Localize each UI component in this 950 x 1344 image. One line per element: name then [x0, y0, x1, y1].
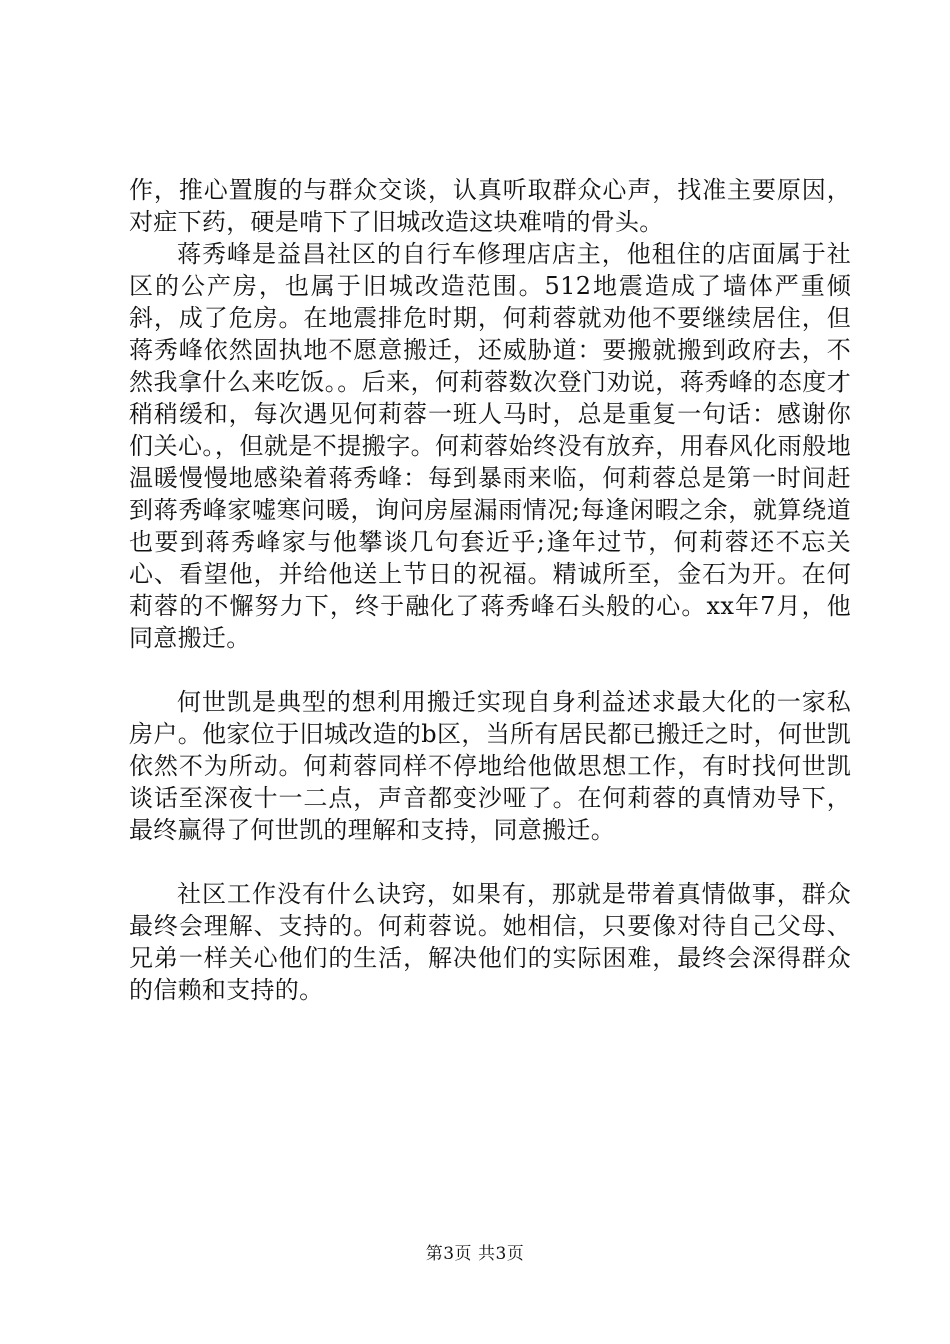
page-number-footer: 第3页 共3页 [425, 1244, 525, 1264]
paragraph-continuation: 作，推心置腹的与群众交谈，认真听取群众心声，找准主要原因，对症下药，硬是啃下了旧城改造这块难啃的骨头。 [129, 176, 851, 236]
paragraph-he-shikai: 何世凯是典型的想利用搬迁实现自身利益述求最大化的一家私房户。他家位于旧城改造的b区，当所有居民都已搬迁之时，何世凯依然不为所动。何莉蓉同样不停地给他做思想工作，有时找何世凯谈话至深夜十一二点，声音都变沙哑了。在何莉蓉的真情劝导下，最终赢得了何世凯的理解和支持，同意搬迁。 [129, 688, 851, 844]
paragraph-spacer [129, 654, 851, 686]
paragraph-community-work: 社区工作没有什么诀窍，如果有，那就是带着真情做事，群众最终会理解、支持的。何莉蓉说。她相信，只要像对待自己父母、兄弟一样关心他们的生活，解决他们的实际困难，最终会深得群众的信赖和支持的。 [129, 880, 851, 1004]
document-body [129, 174, 851, 1006]
paragraph-spacer [129, 846, 851, 878]
paragraph-jiang-xiufeng: 蒋秀峰是益昌社区的自行车修理店店主，他租住的店面属于社区的公产房，也属于旧城改造范围。512地震造成了墙体严重倾斜，成了危房。在地震排危时期，何莉蓉就劝他不要继续居住，但蒋秀峰依然固执地不愿意搬迁，还威胁道：要搬就搬到政府去，不然我拿什么来吃饭。。后来，何莉蓉数次登门劝说，蒋秀峰的态度才稍稍缓和，每次遇见何莉蓉一班人马时，总是重复一句话：感谢你们关心。，但就是不提搬字。何莉蓉始终没有放弃，用春风化雨般地温暖慢慢地感染着蒋秀峰：每到暴雨来临，何莉蓉总是第一时间赶到蒋秀峰家嘘寒问暖，询问房屋漏雨情况;每逢闲暇之余，就算绕道也要到蒋秀峰家与他攀谈几句套近乎;逢年过节，何莉蓉还不忘关心、看望他，并给他送上节日的祝福。精诚所至，金石为开。在何莉蓉的不懈努力下，终于融化了蒋秀峰石头般的心。xx年7月，他同意搬迁。 [129, 240, 851, 652]
